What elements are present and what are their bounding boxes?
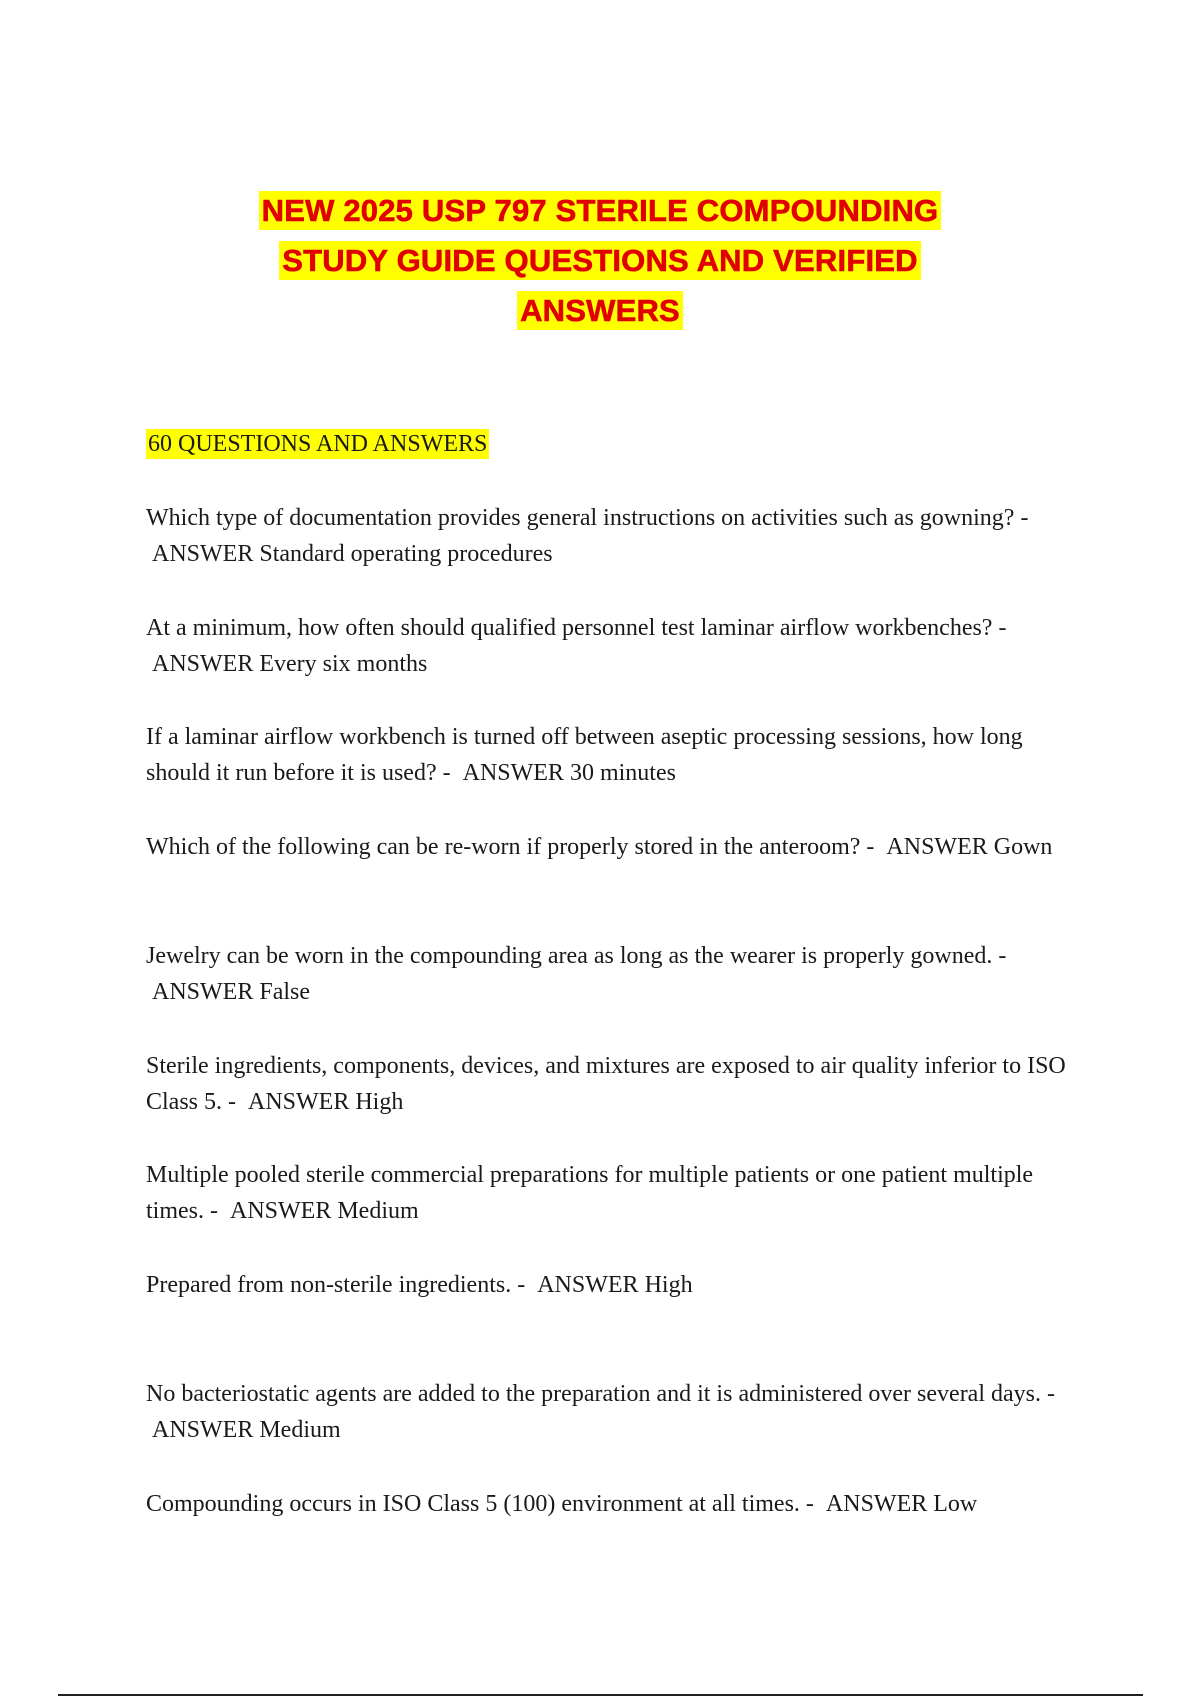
qa-item <box>146 938 1066 1010</box>
answer-label: ANSWER <box>537 1271 639 1298</box>
answer-label: ANSWER <box>152 541 254 567</box>
answer-text: Every six months <box>259 650 428 677</box>
answer-text: Gown <box>993 833 1053 860</box>
title-line: NEW 2025 USP 797 STERILE COMPOUNDING <box>259 191 942 230</box>
question-text: Prepared from non-sterile ingredients. - <box>146 1271 526 1298</box>
answer-label: ANSWER <box>152 1417 254 1443</box>
answer-label: ANSWER <box>230 1198 332 1224</box>
answer-text: High <box>355 1088 404 1115</box>
answer-text: High <box>644 1271 693 1298</box>
qa-item <box>146 829 1066 901</box>
qa-item <box>146 1267 1066 1339</box>
page-bottom-divider <box>58 1694 1143 1696</box>
question-text: At a minimum, how often should qualified personnel test laminar airflow workbenches? - <box>146 614 1007 641</box>
document-title <box>150 186 1050 336</box>
question-text: No bacteriostatic agents are added to the preparation and it is administered over several days. - <box>146 1381 1055 1407</box>
answer-label: ANSWER <box>825 1490 928 1517</box>
answer-text: False <box>259 979 311 1005</box>
qa-item <box>146 610 1066 682</box>
answer-label: ANSWER <box>462 760 564 786</box>
answer-text: Standard operating procedures <box>259 541 553 567</box>
qa-list <box>146 500 1066 1595</box>
answer-label: ANSWER <box>248 1088 350 1115</box>
qa-item <box>146 1486 1066 1558</box>
answer-text: Medium <box>337 1198 419 1224</box>
answer-text: 30 minutes <box>569 760 676 786</box>
question-text: Sterile ingredients, components, devices, and mixtures are exposed to air quality inferior to ISO Class 5. - <box>146 1052 1066 1115</box>
question-text: Jewelry can be worn in the compounding area as long as the wearer is properly gowned. - <box>146 943 1007 969</box>
qa-item <box>146 1048 1066 1120</box>
qa-item <box>146 1157 1066 1229</box>
qa-item <box>146 1376 1066 1448</box>
answer-text: Medium <box>259 1417 341 1443</box>
question-text: If a laminar airflow workbench is turned off between aseptic processing sessions, how long should it run before it is used? - <box>146 724 1023 786</box>
section-subheading: 60 QUESTIONS AND ANSWERS <box>148 431 488 457</box>
answer-label: ANSWER <box>152 979 254 1005</box>
question-text: Which of the following can be re-worn if properly stored in the anteroom? - <box>146 833 875 860</box>
answer-label: ANSWER <box>152 650 254 677</box>
answer-text: Low <box>933 1490 978 1517</box>
question-text: Multiple pooled sterile commercial preparations for multiple patients or one patient multiple times. - <box>146 1162 1034 1224</box>
qa-item <box>146 500 1066 572</box>
title-line: STUDY GUIDE QUESTIONS AND VERIFIED <box>279 241 921 280</box>
title-line: ANSWERS <box>517 291 683 330</box>
question-text: Which type of documentation provides general instructions on activities such as gowning? - <box>146 505 1029 531</box>
answer-label: ANSWER <box>886 833 988 860</box>
question-text: Compounding occurs in ISO Class 5 (100) environment at all times. - <box>146 1490 814 1517</box>
qa-item <box>146 719 1066 791</box>
